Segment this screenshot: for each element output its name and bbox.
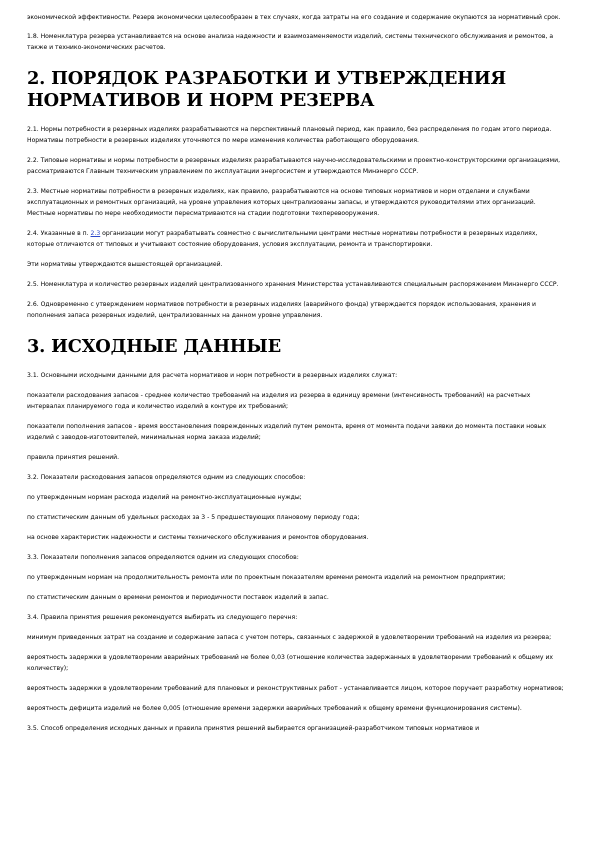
paragraph-3-1: 3.1. Основными исходными данными для расчета нормативов и норм потребности в резервных изделиях служат: [27, 372, 398, 379]
paragraph-3-1-replenishment: показатели пополнения запасов - время восстановления поврежденных изделий путем ремонта, время от момента подачи заявки до момента поставки новых изделий с заводов-изготовителей, минимальная норма заказа изделий; [27, 423, 547, 441]
paragraph-3-5: 3.5. Способ определения исходных данных и правила принятия решений выбирается организацией-разработчиком типовых нормативов и [27, 725, 480, 732]
paragraph-3-4-emergency-delay: вероятность задержки в удовлетворении аварийных требований не более 0,03 (отношение количества задержанных в удовлетворении требований к общему их количеству); [27, 654, 554, 672]
paragraph-2-4-approval: Эти нормативы утверждаются вышестоящей организацией. [27, 261, 223, 268]
paragraph-3-2-norms: по утвержденным нормам расхода изделий на ремонтно-эксплуатационные нужды; [27, 494, 302, 501]
paragraph-3-2-reliability: на основе характеристик надежности и системы технического обслуживания и ремонтов оборудования. [27, 534, 369, 541]
paragraph-2-4-start: 2.4. Указанные в п. [27, 230, 91, 237]
paragraph-2-4 [27, 228, 564, 250]
document-page [27, 12, 564, 743]
paragraph-3-2: 3.2. Показатели расходования запасов определяются одним из следующих способов: [27, 474, 306, 481]
paragraph-2-5: 2.5. Номенклатура и количество резервных изделий централизованного хранения Министерства устанавливаются специальным распоряжением Минэнерго СССР. [27, 281, 559, 288]
section-3-heading: 3. ИСХОДНЫЕ ДАННЫЕ [27, 336, 281, 357]
section-2-heading: 2. ПОРЯДОК РАЗРАБОТКИ И УТВЕРЖДЕНИЯ НОРМАТИВОВ И НОРМ РЕЗЕРВА [27, 68, 506, 111]
paragraph-3-3-statistics: по статистическим данным о времени ремонтов и периодичности поставок изделий в запас. [27, 594, 329, 601]
paragraph-1-8: 1.8. Номенклатура резерва устанавливается на основе анализа надежности и взаимозаменяемости изделий, системы технического обслуживания и ремонтов, а также и технико-экономических расчетов. [27, 33, 554, 51]
paragraph-3-4-planned-delay: вероятность задержки в удовлетворении требований для плановых и реконструктивных работ - устанавливается лицом, которое поручает разработку нормативов; [27, 685, 564, 692]
paragraph-2-3: 2.3. Местные нормативы потребности в резервных изделиях, как правило, разрабатываются на основе типовых нормативов и норм отделами и службами эксплуатационных и ремонтных организаций, на уровне управления которых централизованы запасы, и утверждаются руководителями этих организаций. Местные нормативы по мере необходимости пересматриваются на стадии подготовки техперевооружения. [27, 188, 536, 217]
paragraph-3-1-consumption: показатели расходования запасов - среднее количество требований на изделия из резерва в единицу времени (интенсивность требований) на расчетных интервалах планируемого года и количество изделий в контуре их требований; [27, 392, 531, 410]
paragraph-2-2: 2.2. Типовые нормативы и нормы потребности в резервных изделиях разрабатываются научно-исследовательскими и проектно-конструкторскими организациями, рассматриваются Главным техническим управлением по эксплуатации энергосистем и утверждаются Минэнерго СССР. [27, 157, 561, 175]
paragraph-3-4: 3.4. Правила принятия решения рекомендуется выбирать из следующего перечня: [27, 614, 298, 621]
paragraph-3-4-deficit: вероятность дефицита изделий не более 0,005 (отношение времени задержки аварийных требований к общему времени функционирования системы). [27, 705, 522, 712]
clause-2-3-link[interactable]: 2.3 [90, 230, 101, 237]
paragraph-2-6: 2.6. Одновременно с утверждением нормативов потребности в резервных изделиях (аварийного фонда) утверждается порядок использования, хранения и пополнения запаса резервных изделий, централизованных на данном уровне управления. [27, 301, 536, 319]
continuation-paragraph: экономической эффективности. Резерв экономически целесообразен в тех случаях, когда затраты на его создание и содержание окупаются за нормативный срок. [27, 14, 561, 21]
paragraph-2-1: 2.1. Нормы потребности в резервных изделиях разрабатываются на перспективный плановый период, как правило, без распределения по годам этого периода. Нормативы потребности в резервных изделиях уточняются по мере изменения количества работающего оборудования. [27, 126, 552, 144]
paragraph-3-1-decision-rules: правила принятия решений. [27, 454, 120, 461]
paragraph-3-3-norms: по утвержденным нормам на продолжительность ремонта или по проектным показателям времени ремонта изделий на ремонтном предприятии; [27, 574, 506, 581]
paragraph-3-4-min-cost: минимум приведенных затрат на создание и содержание запаса с учетом потерь, связанных с задержкой в удовлетворении требований на изделия из резерва; [27, 634, 552, 641]
paragraph-2-4-end: организации могут разрабатывать совместно с вычислительными центрами местные нормативы потребности в резервных изделиях, которые отличаются от типовых и учитывают состояние оборудования, условия эксплуатации, ремонта и транспортировки. [27, 230, 538, 248]
paragraph-3-3: 3.3. Показатели пополнения запасов определяются одним из следующих способов: [27, 554, 299, 561]
paragraph-3-2-statistics: по статистическим данным об удельных расходах за 3 - 5 предшествующих плановому периоду года; [27, 514, 360, 521]
